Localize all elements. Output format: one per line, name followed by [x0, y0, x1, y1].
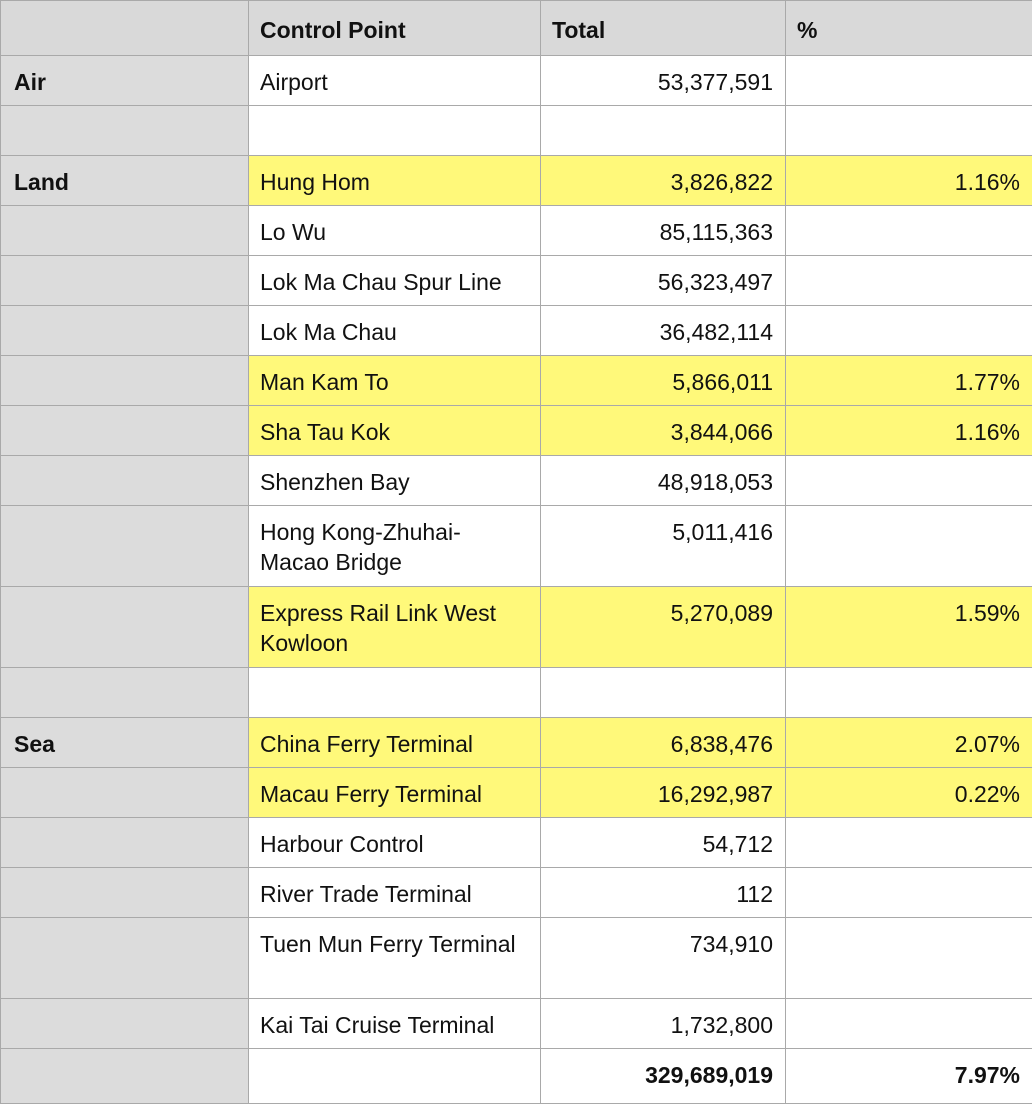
table-row — [1, 818, 1032, 868]
percent-cell[interactable] — [786, 668, 1032, 718]
percent-cell[interactable] — [786, 918, 1032, 999]
totals-row — [1, 1049, 1032, 1104]
percent-cell[interactable] — [786, 456, 1032, 506]
table-row — [1, 106, 1032, 156]
control-point-cell[interactable] — [249, 1049, 541, 1104]
percent-cell[interactable] — [786, 206, 1032, 256]
percent-cell[interactable] — [786, 999, 1032, 1049]
category-cell[interactable] — [1, 456, 249, 506]
table-row — [1, 868, 1032, 918]
table-row — [1, 999, 1032, 1049]
category-cell[interactable]: Sea — [1, 718, 249, 768]
total-cell[interactable]: 48,918,053 — [541, 456, 786, 506]
total-cell[interactable]: 53,377,591 — [541, 56, 786, 106]
header-percent[interactable]: % — [786, 1, 1032, 56]
table-row-highlighted — [1, 718, 1032, 768]
header-category[interactable] — [1, 1, 249, 56]
percent-cell[interactable] — [786, 868, 1032, 918]
category-cell[interactable]: Air — [1, 56, 249, 106]
total-cell[interactable]: 54,712 — [541, 818, 786, 868]
control-point-cell[interactable]: Express Rail Link West Kowloon — [249, 587, 541, 668]
category-cell[interactable] — [1, 256, 249, 306]
percent-cell[interactable]: 1.59% — [786, 587, 1032, 668]
control-point-cell[interactable]: Tuen Mun Ferry Terminal — [249, 918, 541, 999]
total-cell[interactable]: 56,323,497 — [541, 256, 786, 306]
percent-cell[interactable] — [786, 818, 1032, 868]
total-cell[interactable]: 5,270,089 — [541, 587, 786, 668]
total-percent-cell[interactable]: 7.97% — [786, 1049, 1032, 1104]
percent-cell[interactable]: 1.16% — [786, 156, 1032, 206]
control-point-cell[interactable]: Man Kam To — [249, 356, 541, 406]
table-row — [1, 56, 1032, 106]
control-point-cell[interactable]: Airport — [249, 56, 541, 106]
category-cell[interactable] — [1, 668, 249, 718]
header-total[interactable]: Total — [541, 1, 786, 56]
total-cell[interactable]: 734,910 — [541, 918, 786, 999]
control-point-cell[interactable]: Hong Kong-Zhuhai-Macao Bridge — [249, 506, 541, 587]
category-cell[interactable] — [1, 999, 249, 1049]
control-point-cell[interactable]: Lo Wu — [249, 206, 541, 256]
table-row-highlighted — [1, 587, 1032, 668]
category-cell[interactable] — [1, 106, 249, 156]
total-cell[interactable]: 112 — [541, 868, 786, 918]
header-row — [1, 1, 1032, 56]
control-point-cell[interactable]: Hung Hom — [249, 156, 541, 206]
control-point-cell[interactable]: Lok Ma Chau Spur Line — [249, 256, 541, 306]
category-cell[interactable] — [1, 768, 249, 818]
category-cell[interactable] — [1, 356, 249, 406]
table-row-highlighted — [1, 356, 1032, 406]
total-cell[interactable] — [541, 106, 786, 156]
total-cell[interactable]: 85,115,363 — [541, 206, 786, 256]
table-row — [1, 506, 1032, 587]
header-control-point[interactable]: Control Point — [249, 1, 541, 56]
table-row — [1, 206, 1032, 256]
total-cell[interactable]: 3,844,066 — [541, 406, 786, 456]
category-cell[interactable] — [1, 306, 249, 356]
table-row — [1, 668, 1032, 718]
percent-cell[interactable] — [786, 506, 1032, 587]
category-cell[interactable] — [1, 918, 249, 999]
control-point-cell[interactable]: Harbour Control — [249, 818, 541, 868]
category-cell[interactable]: Land — [1, 156, 249, 206]
total-cell[interactable]: 6,838,476 — [541, 718, 786, 768]
control-point-cell[interactable]: Lok Ma Chau — [249, 306, 541, 356]
table-row-highlighted — [1, 406, 1032, 456]
control-point-cell[interactable]: Macau Ferry Terminal — [249, 768, 541, 818]
category-cell[interactable] — [1, 206, 249, 256]
table-row — [1, 256, 1032, 306]
total-cell[interactable]: 16,292,987 — [541, 768, 786, 818]
category-cell[interactable] — [1, 506, 249, 587]
total-cell[interactable] — [541, 668, 786, 718]
category-cell[interactable] — [1, 406, 249, 456]
percent-cell[interactable] — [786, 56, 1032, 106]
category-cell[interactable] — [1, 1049, 249, 1104]
table-row — [1, 306, 1032, 356]
total-cell[interactable]: 36,482,114 — [541, 306, 786, 356]
total-cell[interactable]: 5,011,416 — [541, 506, 786, 587]
percent-cell[interactable] — [786, 306, 1032, 356]
total-cell[interactable]: 5,866,011 — [541, 356, 786, 406]
control-point-cell[interactable]: China Ferry Terminal — [249, 718, 541, 768]
percent-cell[interactable] — [786, 256, 1032, 306]
percent-cell[interactable] — [786, 106, 1032, 156]
table-row — [1, 456, 1032, 506]
control-point-cell[interactable] — [249, 106, 541, 156]
control-point-cell[interactable]: Shenzhen Bay — [249, 456, 541, 506]
total-cell[interactable]: 1,732,800 — [541, 999, 786, 1049]
grand-total-cell[interactable]: 329,689,019 — [541, 1049, 786, 1104]
category-cell[interactable] — [1, 818, 249, 868]
table-row-highlighted — [1, 156, 1032, 206]
percent-cell[interactable]: 2.07% — [786, 718, 1032, 768]
table-row — [1, 918, 1032, 999]
category-cell[interactable] — [1, 868, 249, 918]
percent-cell[interactable]: 0.22% — [786, 768, 1032, 818]
control-point-cell[interactable] — [249, 668, 541, 718]
percent-cell[interactable]: 1.77% — [786, 356, 1032, 406]
category-cell[interactable] — [1, 587, 249, 668]
control-point-cell[interactable]: River Trade Terminal — [249, 868, 541, 918]
control-point-cell[interactable]: Kai Tai Cruise Terminal — [249, 999, 541, 1049]
total-cell[interactable]: 3,826,822 — [541, 156, 786, 206]
table-row-highlighted — [1, 768, 1032, 818]
control-point-cell[interactable]: Sha Tau Kok — [249, 406, 541, 456]
percent-cell[interactable]: 1.16% — [786, 406, 1032, 456]
